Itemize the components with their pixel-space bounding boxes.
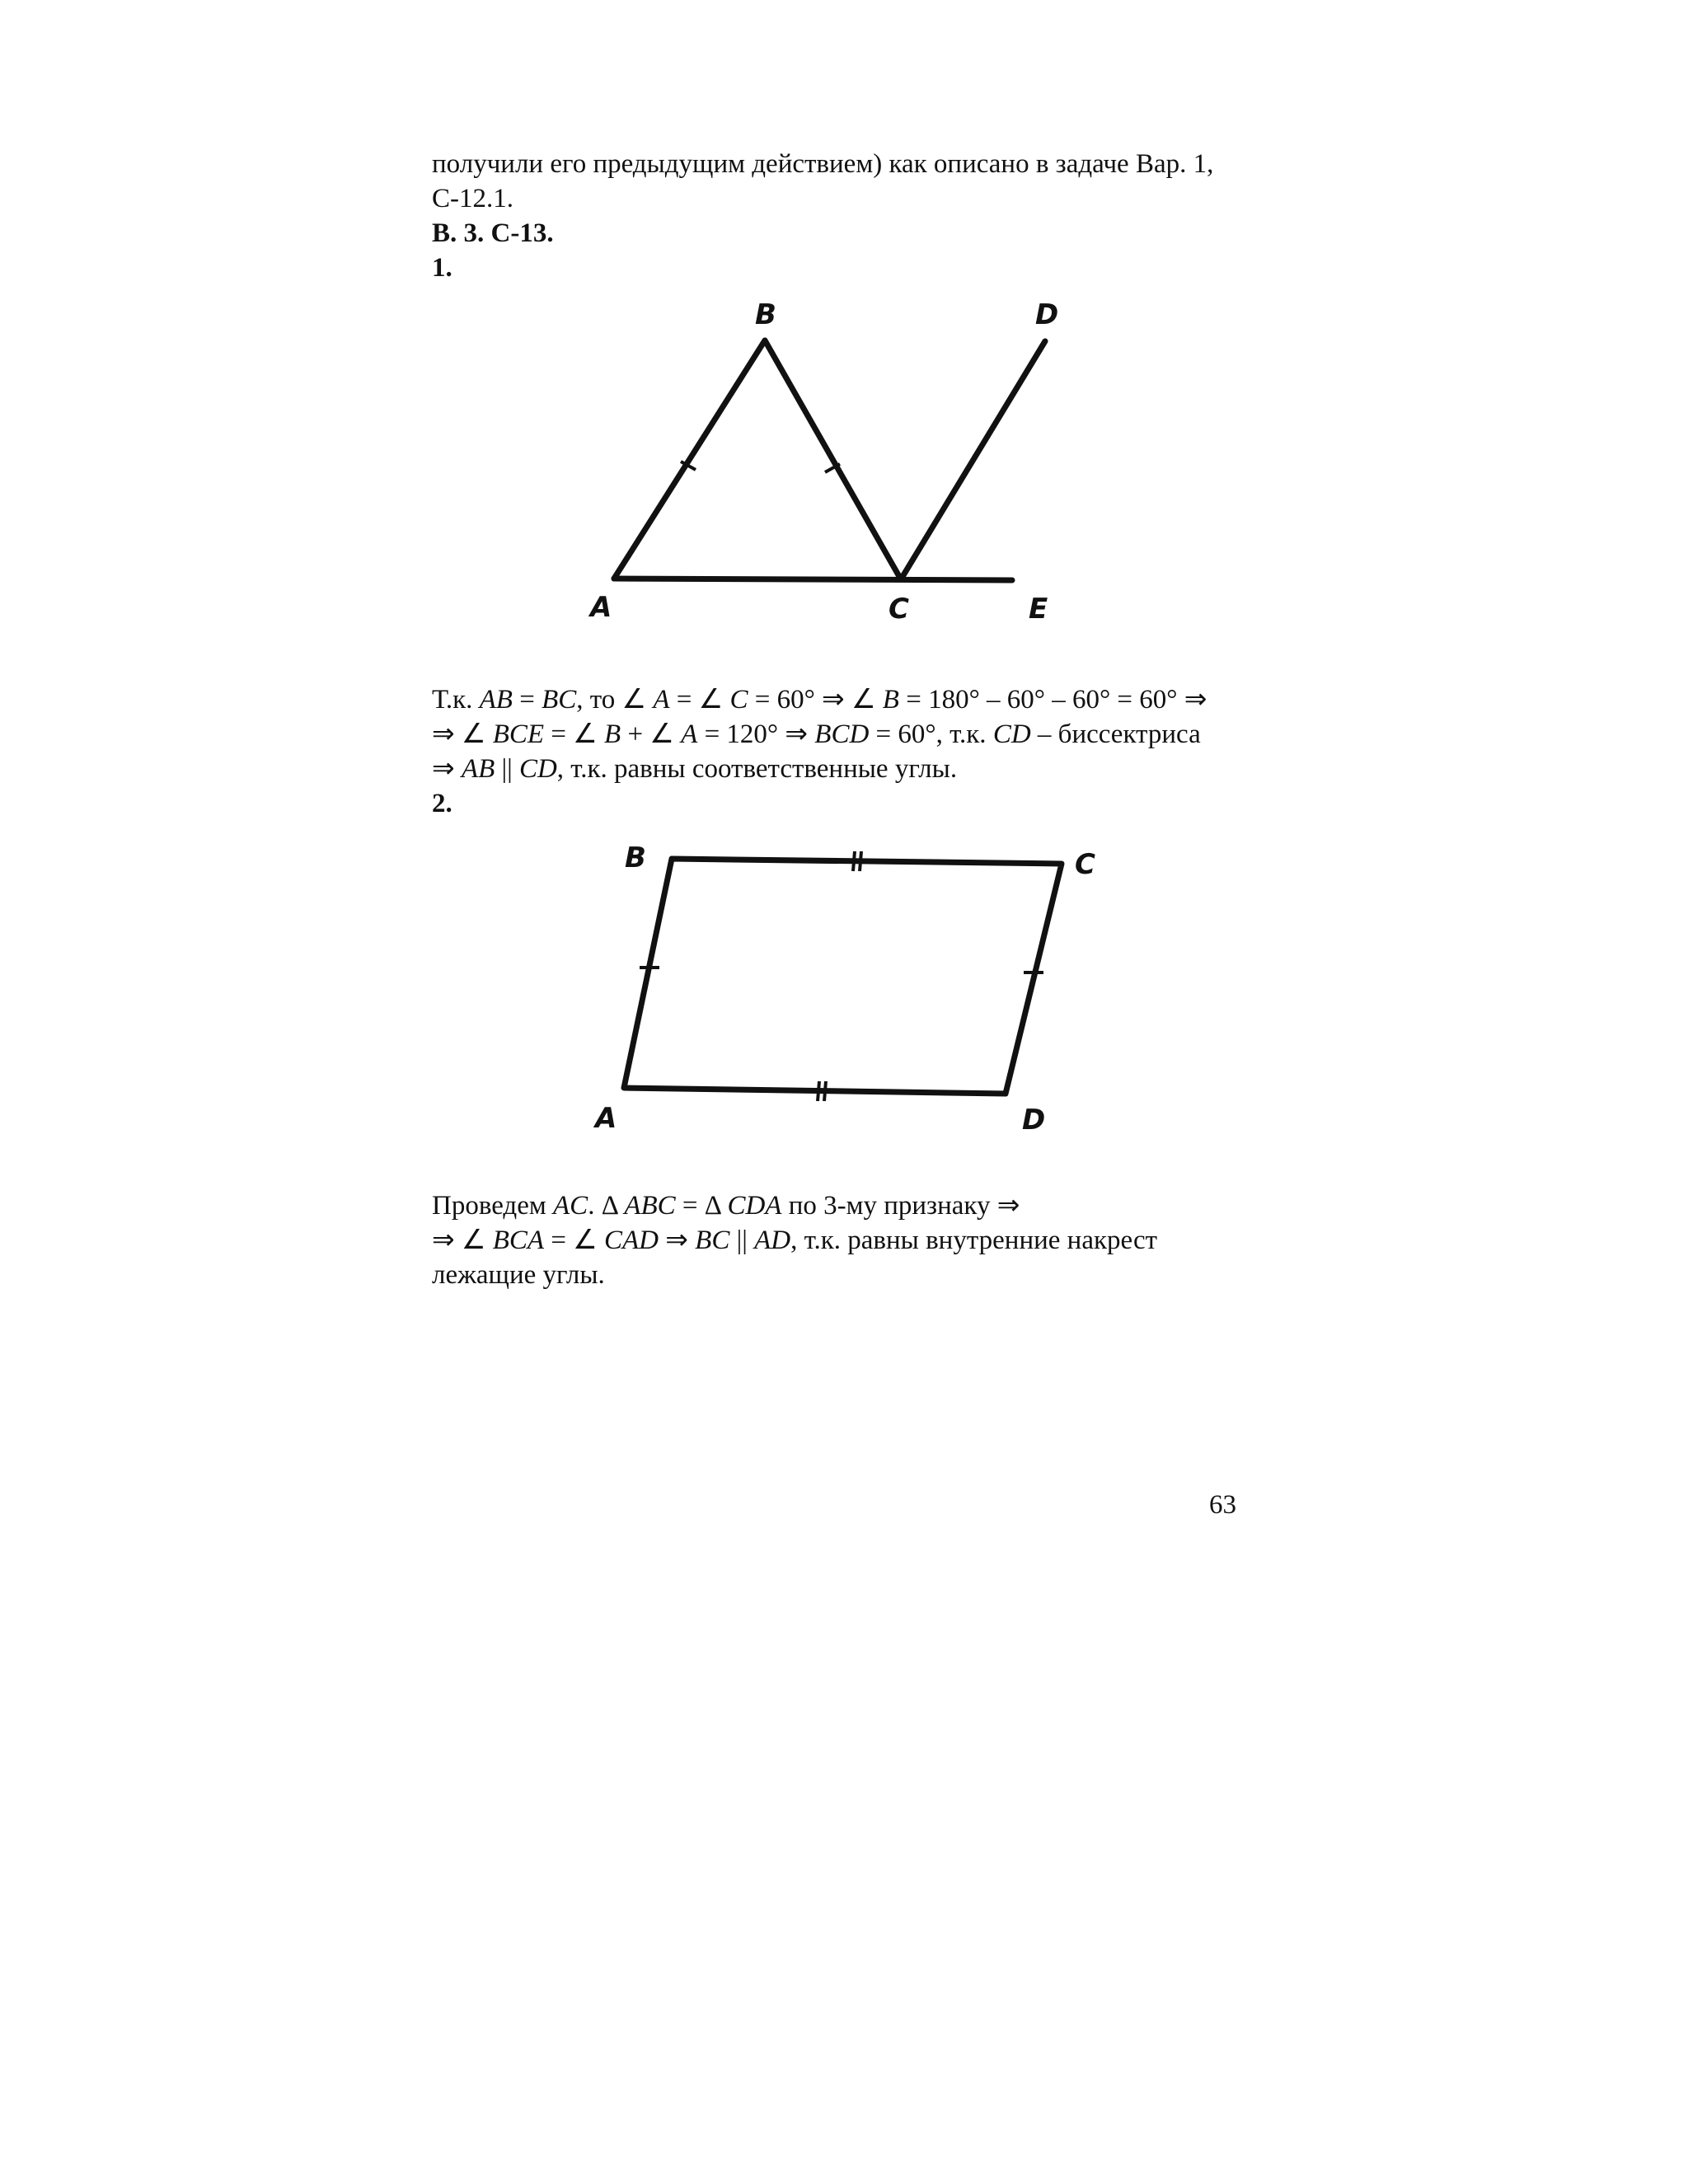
solution-1-line-2: ⇒ ∠ BCE = ∠ B + ∠ A = 120° ⇒ BCD = 60°, т.к. CD – биссектриса: [432, 719, 1201, 749]
solution-1-line-3: ⇒ AB || CD, т.к. равны соответственные углы.: [432, 754, 958, 784]
label-d: D: [1035, 298, 1059, 331]
intro-line-1: получили его предыдущим действием) как описано в задаче Вар. 1,: [432, 149, 1214, 179]
section-heading: В. 3. С-13.: [432, 218, 554, 248]
ray-cd: [901, 341, 1045, 579]
label-c: C: [889, 593, 909, 626]
label-e: E: [1029, 593, 1048, 626]
label-b: B: [755, 298, 776, 331]
label-a: A: [595, 1102, 617, 1135]
solution-2-line-1: Проведем AC. Δ ABC = Δ CDA по 3-му признаку ⇒: [432, 1191, 1020, 1221]
label-d: D: [1022, 1104, 1046, 1137]
tick-ad-1: [818, 1081, 819, 1101]
page-number: 63: [1209, 1490, 1236, 1520]
problem-2-number: 2.: [432, 789, 452, 818]
parallelogram-figure: [585, 824, 1113, 1146]
tick-ad-2: [824, 1081, 826, 1101]
problem-1-number: 1.: [432, 253, 452, 283]
tick-bc-2: [860, 851, 861, 871]
label-a: A: [590, 591, 612, 624]
label-b: B: [625, 841, 646, 874]
solution-1-line-1: Т.к. AB = BC, то ∠ A = ∠ C = 60° ⇒ ∠ B = 180° – 60° – 60° = 60° ⇒: [432, 685, 1207, 715]
triangle-figure: [577, 280, 1088, 643]
label-c: C: [1075, 848, 1095, 881]
intro-line-2: С-12.1.: [432, 184, 513, 213]
line-ae: [614, 579, 1012, 580]
triangle-sides: [614, 340, 901, 579]
solution-2-line-2: ⇒ ∠ BCA = ∠ CAD ⇒ BC || AD, т.к. равны внутренние накрест: [432, 1226, 1158, 1255]
solution-2-line-3: лежащие углы.: [432, 1260, 605, 1290]
parallelogram-sides: [624, 859, 1062, 1094]
tick-bc-1: [853, 851, 855, 871]
